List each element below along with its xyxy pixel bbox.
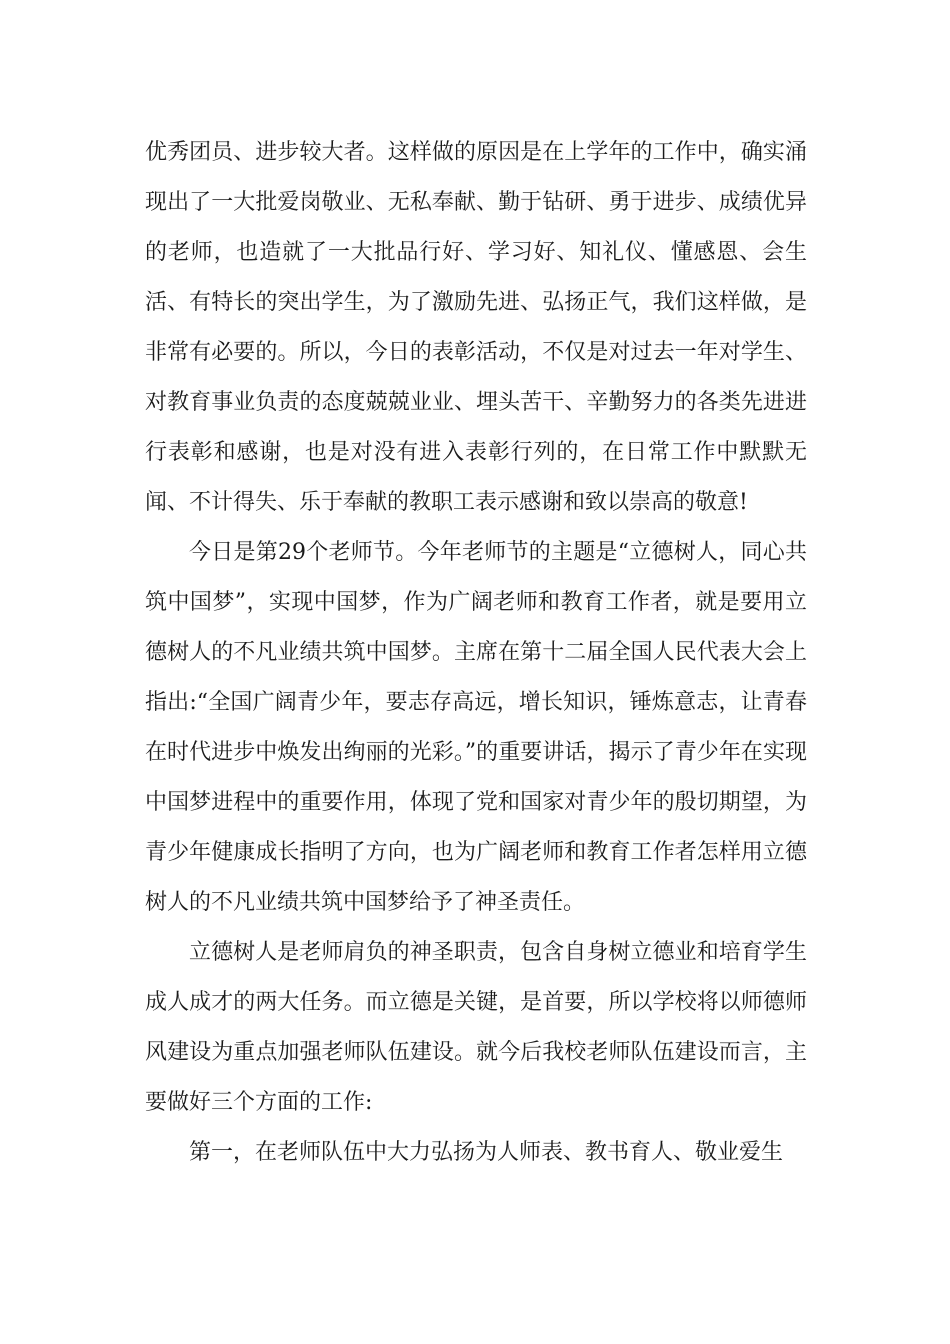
document-body [145, 128, 807, 1178]
paragraph-2: 今日是第29个老师节。今年老师节的主题是“立德树人，同心共筑中国梦”，实现中国梦，作为广阔老师和教育工作者，就是要用立德树人的不凡业绩共筑中国梦。主席在第十二届全国人民代表大会上指出:“全国广阔青少年，要志存高远，增长知识，锤炼意志，让青春在时代进步中焕发出绚丽的光彩。”的重要讲话，揭示了青少年在实现中国梦进程中的重要作用，体现了党和国家对青少年的殷切期望，为青少年健康成长指明了方向，也为广阔老师和教育工作者怎样用立德树人的不凡业绩共筑中国梦给予了神圣责任。 [145, 540, 807, 915]
paragraph-3: 立德树人是老师肩负的神圣职责，包含自身树立德业和培育学生成人成才的两大任务。而立德是关键，是首要，所以学校将以师德师风建设为重点加强老师队伍建设。就今后我校老师队伍建设而言，主要做好三个方面的工作: [145, 940, 807, 1115]
paragraph-1: 优秀团员、进步较大者。这样做的原因是在上学年的工作中，确实涌现出了一大批爱岗敬业、无私奉献、勤于钻研、勇于进步、成绩优异的老师，也造就了一大批品行好、学习好、知礼仪、懂感恩、会生活、有特长的突出学生，为了激励先进、弘扬正气，我们这样做，是非常有必要的。所以，今日的表彰活动，不仅是对过去一年对学生、对教育事业负责的态度兢兢业业、埋头苦干、辛勤努力的各类先进进行表彰和感谢，也是对没有进入表彰行列的，在日常工作中默默无闻、不计得失、乐于奉献的教职工表示感谢和致以崇高的敬意! [145, 140, 807, 515]
paragraph-4: 第一，在老师队伍中大力弘扬为人师表、教书育人、敬业爱生 [189, 1140, 784, 1165]
